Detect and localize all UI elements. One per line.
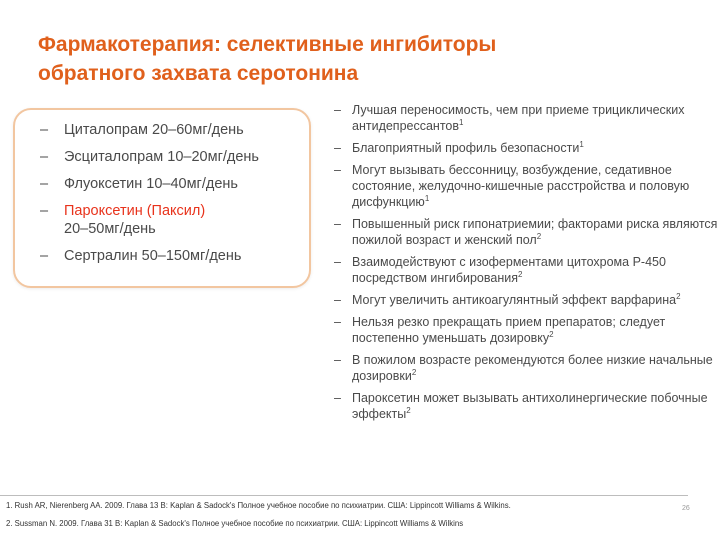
reference-marker: 1 (424, 193, 430, 203)
drug-item (40, 175, 320, 193)
reference-marker: 2 (676, 291, 681, 301)
reference-item: 1. Rush AR, Nierenberg AA. 2009. Глава 13 В: Kaplan & Sadock's Полное учебное пособие по психиатрии. США: Lippincott Williams & Wilkins. (6, 501, 511, 510)
reference-marker: 1 (459, 117, 464, 127)
reference-marker: 1 (579, 139, 584, 149)
reference-marker: 2 (411, 367, 417, 377)
effect-item (334, 292, 720, 308)
list-dash: – (40, 248, 49, 264)
list-dash: – (334, 353, 341, 367)
effect-text: Лучшая переносимость, чем при приеме трициклических антидепрессантов (352, 103, 685, 133)
page-number: 26 (682, 505, 690, 512)
footer-divider (0, 495, 688, 496)
effect-text: Благоприятный профиль безопасности (352, 141, 580, 155)
effect-item (334, 216, 720, 248)
effect-item (334, 254, 720, 286)
effect-text: Могут увеличить антикоагулянтный эффект варфарина (352, 293, 677, 307)
list-dash: – (334, 163, 341, 177)
effect-text: Могут вызывать бессонницу, возбуждение, седативное состояние, желудочно-кишечные расстройства и половую дисфункцию (352, 163, 690, 209)
list-dash: – (334, 315, 341, 329)
drug-item (40, 121, 320, 139)
effect-text: Пароксетин может вызывать антихолинергические побочные эффекты (352, 391, 708, 421)
effect-text: Взаимодействуют с изоферментами цитохрома Р-450 посредством ингибирования (352, 255, 666, 285)
drug-name: Сертралин 50–150мг/день (64, 248, 242, 264)
slide-title: Фармакотерапия: селективные ингибиторы обратного захвата серотонина (38, 33, 497, 85)
drug-name: Пароксетин (Паксил) (64, 203, 206, 219)
effects-list (334, 102, 720, 428)
list-dash: – (40, 176, 49, 192)
list-dash: – (334, 293, 341, 307)
drug-item-highlighted (40, 202, 320, 238)
drug-dose: 20–50мг/день (64, 221, 156, 237)
list-dash: – (334, 391, 341, 405)
effect-item (334, 352, 720, 384)
effect-item (334, 314, 720, 346)
list-dash: – (334, 103, 341, 117)
list-dash: – (334, 141, 341, 155)
effect-item (334, 390, 720, 422)
drug-name: Циталопрам 20–60мг/день (64, 122, 244, 138)
drug-name: Флуоксетин 10–40мг/день (64, 176, 238, 192)
effect-text: Нельзя резко прекращать прием препаратов; следует постепенно уменьшать дозировку (352, 315, 666, 345)
reference-marker: 2 (536, 231, 542, 241)
effect-text: В пожилом возрасте рекомендуются более низкие начальные дозировки (352, 353, 713, 383)
effect-text: Повышенный риск гипонатриемии; факторами риска являются пожилой возраст и женский пол (352, 217, 718, 247)
list-dash: – (40, 149, 49, 165)
reference-marker: 2 (549, 329, 554, 339)
list-dash: – (40, 203, 49, 219)
effect-item (334, 102, 720, 134)
drug-item (40, 148, 320, 166)
references (6, 500, 696, 536)
effect-item (334, 162, 720, 210)
drug-name: Эсциталопрам 10–20мг/день (64, 149, 259, 165)
drug-item (40, 247, 320, 265)
reference-marker: 2 (517, 269, 523, 279)
list-dash: – (334, 255, 341, 269)
list-dash: – (40, 122, 49, 138)
reference-marker: 2 (406, 405, 411, 415)
list-dash: – (334, 217, 341, 231)
reference-item: 2. Sussman N. 2009. Глава 31 В: Kaplan & Sadock's Полное учебное пособие по психиатрии. США: Lippincott Williams & Wilkins (6, 519, 464, 528)
drug-list (40, 121, 320, 274)
effect-item (334, 140, 720, 156)
